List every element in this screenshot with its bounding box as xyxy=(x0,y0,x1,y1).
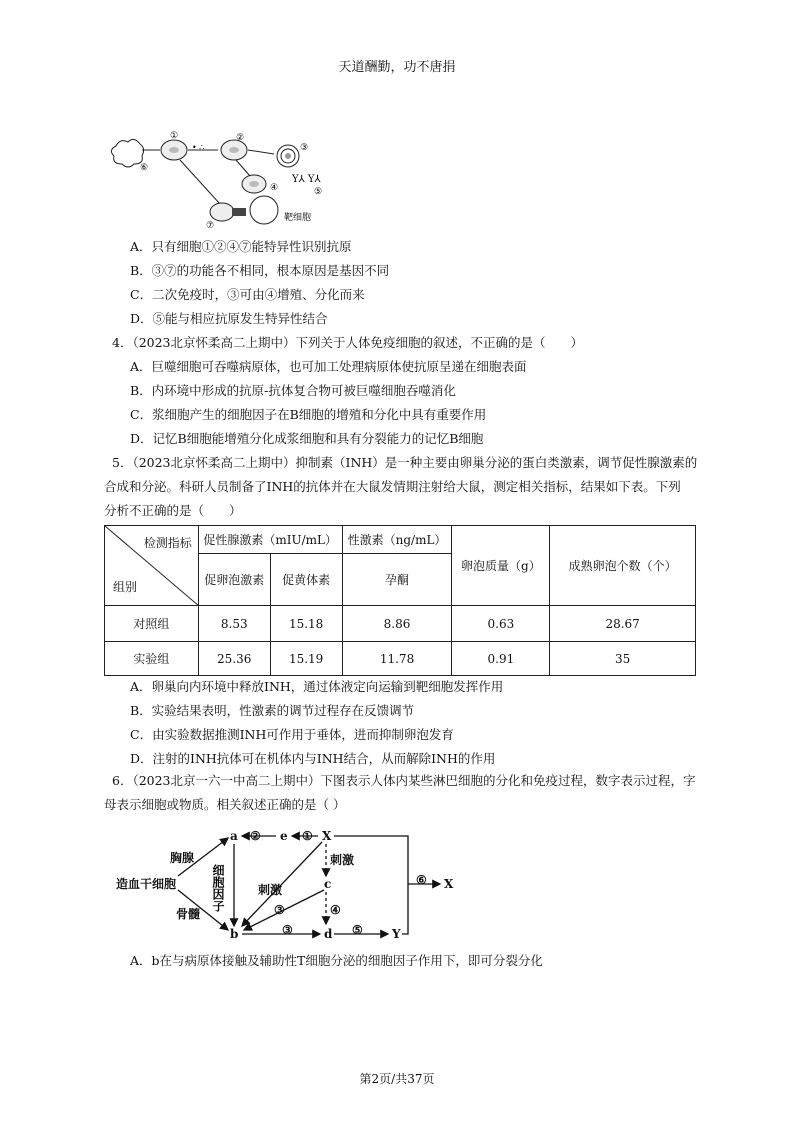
row-name: 对照组 xyxy=(105,606,199,642)
q4-option-b: B．内环境中形成的抗原-抗体复合物可被巨噬细胞吞噬消化 xyxy=(130,383,456,398)
target-cell xyxy=(250,196,278,224)
cytokine-label xyxy=(211,863,225,913)
table-row xyxy=(105,606,696,642)
cell: 35 xyxy=(550,642,696,676)
corner-bottom-label: 组别 xyxy=(113,580,138,594)
node-x-right: X xyxy=(444,877,454,891)
q4-option-a: A．巨噬细胞可吞噬病原体，也可加工处理病原体使抗原呈递在细胞表面 xyxy=(130,359,527,374)
page-header: 天道酬勤，功不唐捐 xyxy=(338,60,456,75)
stem-cell-label: 造血干细胞 xyxy=(116,877,177,891)
cell: 11.78 xyxy=(342,642,452,676)
svg-text:细胞因子: 细胞因子 xyxy=(211,864,225,912)
cell-7 xyxy=(210,203,234,221)
node-x-top: X xyxy=(322,829,332,843)
q5-option-a: A．卵巢向内环境中释放INH，通过体液定向运输到靶细胞发挥作用 xyxy=(130,679,504,694)
header-gonadotropin: 促性腺激素（mIU/mL） xyxy=(198,526,342,554)
q3-option-b: B．③⑦的功能各不相同，根本原因是基因不同 xyxy=(130,263,390,278)
immune-cell-figure xyxy=(108,128,338,232)
fig1-label-3: ③ xyxy=(300,143,309,153)
target-cell-label: 靶细胞 xyxy=(284,213,312,223)
fig1-label-7: ⑦ xyxy=(206,221,215,231)
step-5: ⑤ xyxy=(352,923,363,937)
step-1: ① xyxy=(302,829,313,843)
q5-data-table xyxy=(104,525,696,676)
subheader-lh: 促黄体素 xyxy=(270,554,342,606)
q4-stem: 4．（2023北京怀柔高二上期中）下列关于人体免疫细胞的叙述，不正确的是（ ） xyxy=(112,335,584,350)
lymphocyte-diagram xyxy=(112,822,482,946)
node-a: a xyxy=(230,829,238,843)
node-b: b xyxy=(230,927,239,941)
svg-text:Y⅄ Y⅄: Y⅄ Y⅄ xyxy=(292,174,321,185)
svg-text:• ∴: • ∴ xyxy=(192,143,205,152)
cell: 0.91 xyxy=(452,642,550,676)
q3-option-d: D．⑤能与相应抗原发生特异性结合 xyxy=(130,311,328,326)
step-6: ⑥ xyxy=(416,873,427,887)
header-mature-follicles: 成熟卵泡个数（个） xyxy=(550,526,696,606)
fig1-label-2: ② xyxy=(236,133,245,143)
row-name: 实验组 xyxy=(105,642,199,676)
corner-top-label: 检测指标 xyxy=(143,536,192,550)
node-c: c xyxy=(324,877,332,891)
thymus-label: 胸腺 xyxy=(170,851,195,865)
q3-option-c: C．二次免疫时，③可由④增殖、分化而来 xyxy=(130,287,365,302)
subheader-progesterone: 孕酮 xyxy=(342,554,452,606)
q5-option-c: C．由实验数据推测INH可作用于垂体，进而抑制卵泡发育 xyxy=(130,727,454,742)
cell: 28.67 xyxy=(550,606,696,642)
q4-option-c: C．浆细胞产生的细胞因子在B细胞的增殖和分化中具有重要作用 xyxy=(130,407,487,422)
marrow-label: 骨髓 xyxy=(176,907,201,921)
stimulate-label-2: 刺激 xyxy=(330,853,355,867)
node-d: d xyxy=(324,927,333,941)
q5-option-d: D．注射的INH抗体可在机体内与INH结合，从而解除INH的作用 xyxy=(130,751,496,766)
q3-option-a: A．只有细胞①②④⑦能特异性识别抗原 xyxy=(130,239,352,254)
q4-option-d: D．记忆B细胞能增殖分化成浆细胞和具有分裂能力的记忆B细胞 xyxy=(130,431,484,446)
cell: 8.86 xyxy=(342,606,452,642)
fig1-label-5: ⑤ xyxy=(314,187,323,197)
cell: 0.63 xyxy=(452,606,550,642)
node-y: Y xyxy=(392,927,401,941)
q5-stem-line-3: 分析不正确的是（ ） xyxy=(104,503,242,518)
node-e: e xyxy=(280,829,288,843)
header-follicle-mass: 卵泡质量（g） xyxy=(452,526,550,606)
q5-stem-line-2: 合成和分泌。科研人员制备了INH的抗体并在大鼠发情期注射给大鼠，测定相关指标，结果如下表。下列 xyxy=(104,479,681,494)
pathogen-shape xyxy=(111,139,143,167)
q5-stem-line-1: 5．（2023北京怀柔高二上期中）抑制素（INH）是一种主要由卵巢分泌的蛋白类激素，调节促性腺激素的 xyxy=(112,455,698,470)
step-2: ② xyxy=(250,829,261,843)
step-3-upper: ③ xyxy=(274,903,285,917)
cell: 8.53 xyxy=(198,606,270,642)
table-corner-cell xyxy=(105,526,199,606)
q6-option-a: A．b在与病原体接触及辅助性T细胞分泌的细胞因子作用下，即可分裂分化 xyxy=(130,953,543,968)
cell: 15.19 xyxy=(270,642,342,676)
q6-stem-line-2: 母表示细胞或物质。相关叙述正确的是（ ） xyxy=(104,797,346,812)
q5-option-b: B．实验结果表明，性激素的调节过程存在反馈调节 xyxy=(130,703,415,718)
stimulate-label-1: 刺激 xyxy=(258,883,283,897)
header-sex-hormone: 性激素（ng/mL） xyxy=(342,526,452,554)
cell: 15.18 xyxy=(270,606,342,642)
step-4: ④ xyxy=(330,903,341,917)
subheader-fsh: 促卵泡激素 xyxy=(198,554,270,606)
table-row xyxy=(105,642,696,676)
fig1-label-6: ⑥ xyxy=(140,163,149,173)
cell: 25.36 xyxy=(198,642,270,676)
step-3-lower: ③ xyxy=(282,923,293,937)
page-footer: 第2页/共37页 xyxy=(359,1072,435,1086)
fig1-label-1: ① xyxy=(170,131,179,141)
q6-stem-line-1: 6．（2023北京一六一中高二上期中）下图表示人体内某些淋巴细胞的分化和免疫过程，数字表示过程，字 xyxy=(112,773,696,788)
fig1-label-4: ④ xyxy=(270,183,279,193)
